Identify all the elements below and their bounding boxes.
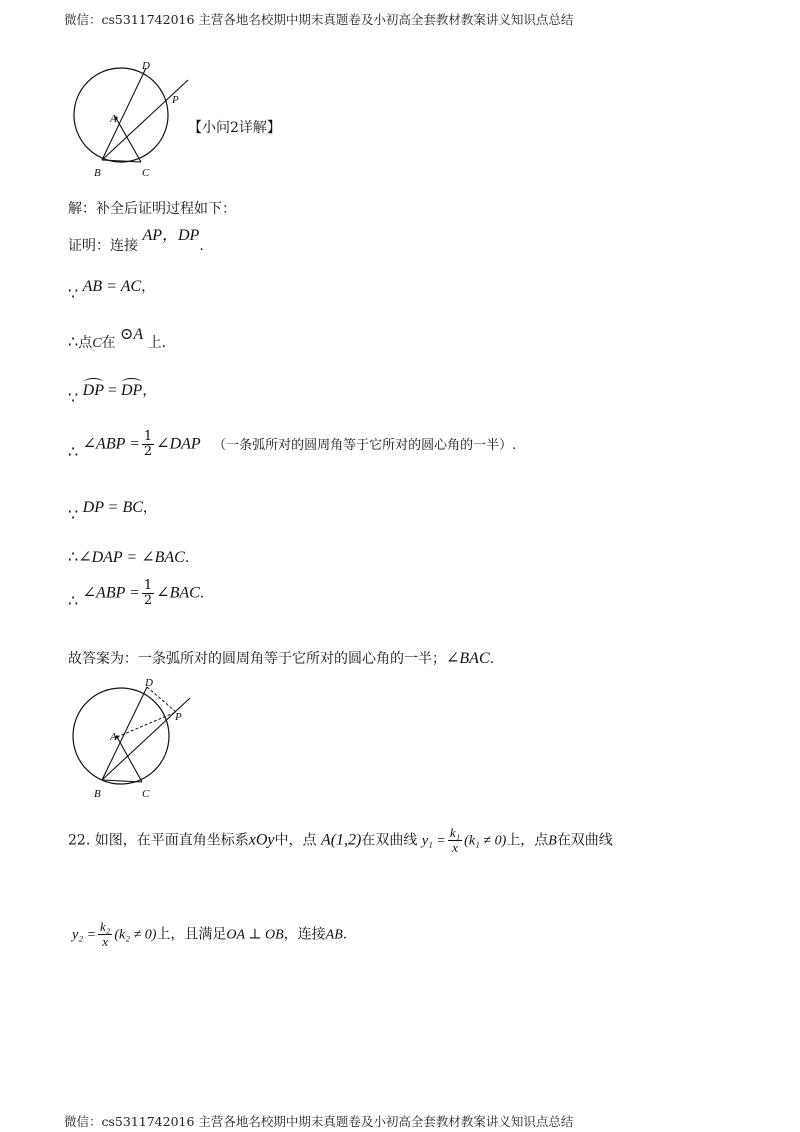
proof-prefix: 证明：连接: [68, 238, 138, 254]
answer-line: 故答案为：一条弧所对的圆周角等于它所对的圆心角的一半；∠BAC.: [68, 650, 495, 667]
section-caption: 【小问2详解】: [188, 120, 281, 136]
page-header: 微信：cs5311742016 主营各地名校期中期末真题卷及小初高全套教材教案讲义知识点总结: [64, 12, 574, 27]
label-p: P: [175, 711, 182, 723]
label-c: C: [142, 788, 150, 800]
step-7: ∴ ∠ABP = $\frac{1}{2}$ ∠BAC.: [68, 578, 205, 610]
geometry-figure-2: [66, 676, 198, 802]
step-6: ∴∠DAP = ∠BAC.: [68, 547, 190, 566]
problem-22-line-1: 22. 如图，在平面直角坐标系xOy中，点 A(1,2)在双曲线 y₁ = $\frac{\text{k₁}}{x}$ (k₁ ≠ 0)上，点B在双曲线: [68, 825, 613, 855]
circle-a: [74, 68, 168, 162]
circle-a: [73, 688, 169, 784]
proof-lines: AP，DP: [142, 227, 200, 244]
step-2: ∴点C在 ⊙A 上.: [68, 326, 167, 351]
step-1: ∵ AB = AC，: [68, 278, 156, 303]
step-3: ∵ DP = DP，: [68, 382, 157, 407]
label-d: D: [142, 60, 150, 72]
label-c: C: [142, 167, 150, 179]
label-b: B: [94, 788, 101, 800]
geometry-figure-1: [66, 58, 196, 182]
label-d: D: [145, 677, 153, 689]
problem-22-line-2: y₂ = $\frac{\text{k₂}}{x}$ (k₂ ≠ 0)上，且满足OA ⊥ OB，连接AB.: [72, 919, 348, 949]
step-4: ∴ ∠ABP = $\frac{1}{2}$ ∠DAP （一条弧所对的圆周角等于它所对的圆心角的一半）.: [68, 429, 517, 461]
label-b: B: [94, 167, 101, 179]
label-a: A: [110, 113, 117, 125]
step-5: ∵ DP = BC，: [68, 499, 157, 524]
label-p: P: [172, 94, 179, 106]
proof-statement: 证明：连接 AP，DP.: [68, 227, 204, 254]
label-a: A: [110, 731, 117, 743]
solution-intro: 解：补全后证明过程如下：: [68, 201, 236, 217]
page-footer: 微信：cs5311742016 主营各地名校期中期末真题卷及小初高全套教材教案讲义知识点总结: [64, 1114, 574, 1129]
